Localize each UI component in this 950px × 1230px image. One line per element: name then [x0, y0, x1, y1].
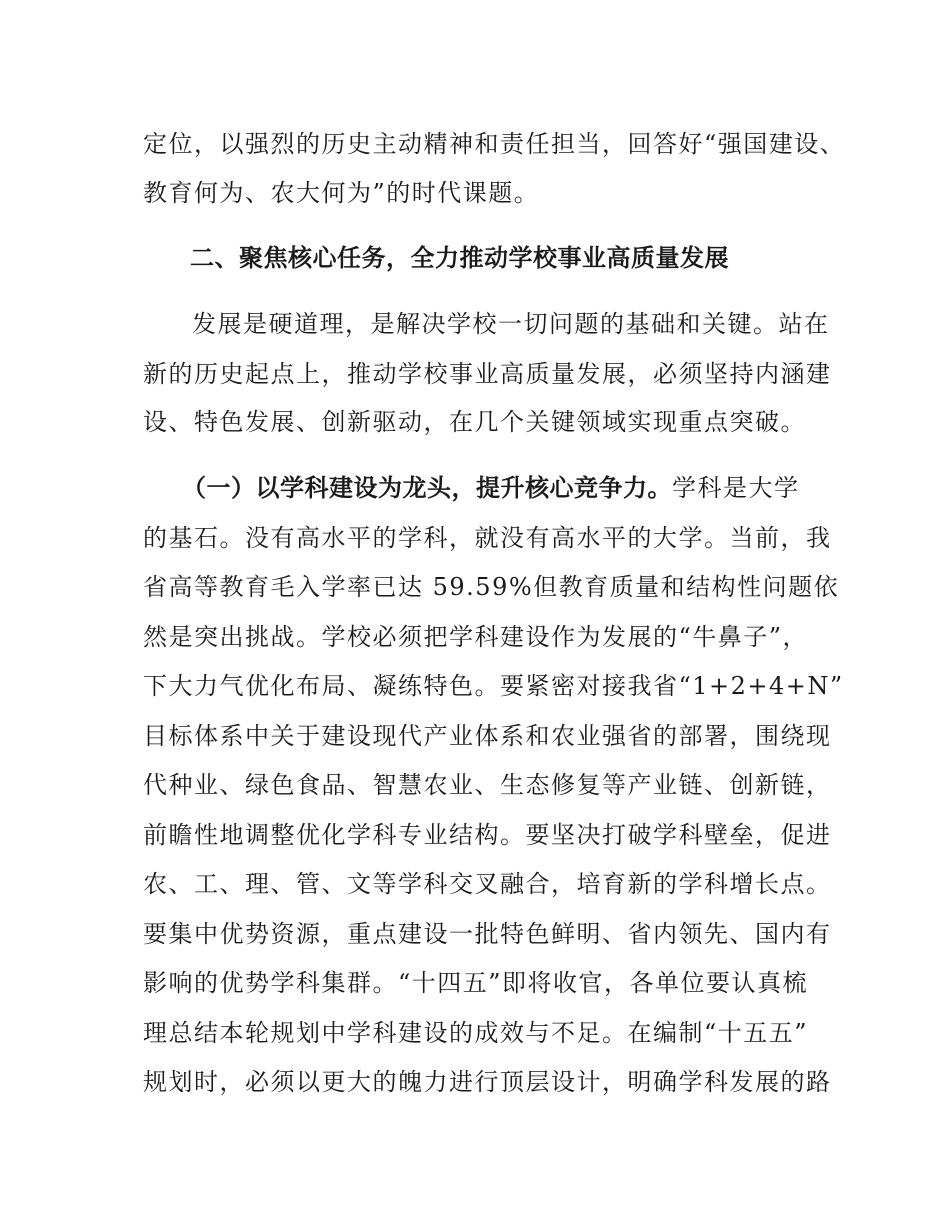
- para3-line-2: 的基石。没有高水平的学科，就没有高水平的大学。当前，我: [143, 524, 832, 552]
- para3-line-4: 然是突出挑战。学校必须把学科建设作为发展的“牛鼻子”，: [143, 623, 809, 651]
- para3-line-6: 目标体系中关于建设现代产业体系和农业强省的部署，围绕现: [143, 722, 832, 750]
- para3-line-11: 影响的优势学科集群。“十四五”即将收官，各单位要认真梳: [143, 969, 809, 997]
- para3-line-5: 下大力气优化布局、凝练特色。要紧密对接我省“1+2+4+N”: [143, 672, 844, 700]
- para1-line-1: 定位，以强烈的历史主动精神和责任担当，回答好“强国建设、: [143, 130, 846, 158]
- para2-line-1: 发展是硬道理，是解决学校一切问题的基础和关键。站在: [192, 310, 830, 338]
- para3-line-1-rest: 学科是大学: [672, 474, 800, 502]
- para3-line-10: 要集中优势资源，重点建设一批特色鲜明、省内领先、国内有: [143, 920, 832, 948]
- para3-line-3: 省高等教育毛入学率已达 59.59%但教育质量和结构性问题依: [143, 573, 840, 601]
- para3-line-9: 农、工、理、管、文等学科交叉融合，培育新的学科增长点。: [143, 870, 832, 898]
- section-heading-2: 二、聚焦核心任务，全力推动学校事业高质量发展: [190, 244, 729, 272]
- para1-line-2: 教育何为、农大何为”的时代课题。: [143, 179, 540, 207]
- para3-line-8: 前瞻性地调整优化学科专业结构。要坚决打破学科壁垒，促进: [143, 821, 832, 849]
- para3-line-12: 理总结本轮规划中学科建设的成效与不足。在编制“十五五”: [143, 1019, 809, 1047]
- para2-line-3: 设、特色发展、创新驱动，在几个关键领域实现重点突破。: [143, 408, 806, 436]
- subsection-heading-1: （一）以学科建设为龙头，提升核心竞争力。: [182, 474, 672, 502]
- para2-line-2: 新的历史起点上，推动学校事业高质量发展，必须坚持内涵建: [143, 360, 832, 388]
- para3-line-1: [182, 471, 872, 505]
- para3-line-7: 代种业、绿色食品、智慧农业、生态修复等产业链、创新链，: [143, 771, 832, 799]
- para3-line-13: 规划时，必须以更大的魄力进行顶层设计，明确学科发展的路: [143, 1068, 832, 1096]
